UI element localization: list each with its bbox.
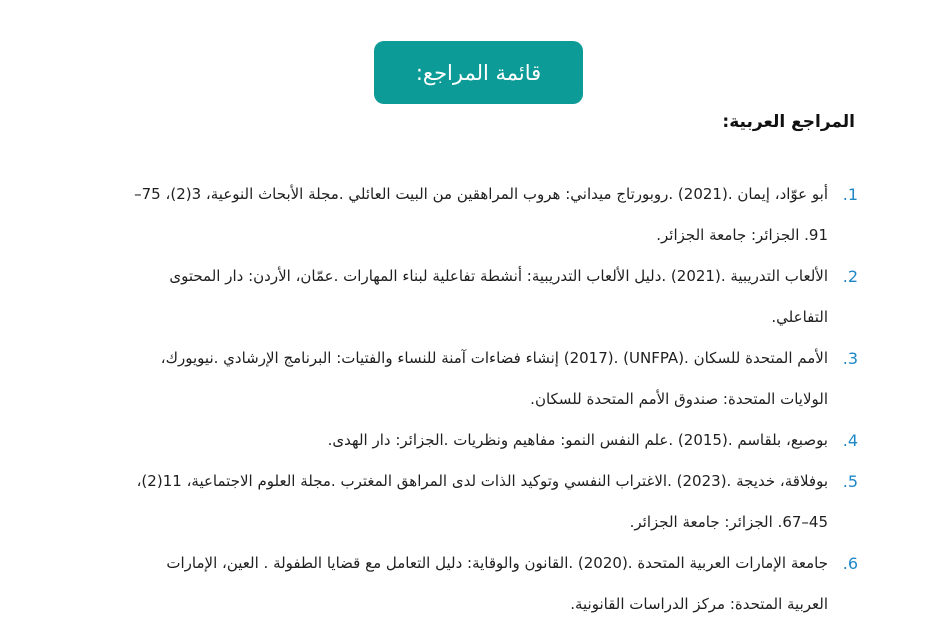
reference-item bbox=[123, 543, 858, 625]
reference-number: .2 bbox=[842, 267, 858, 286]
reference-number: .1 bbox=[842, 185, 858, 204]
reference-item bbox=[123, 174, 858, 256]
reference-text: بوفلاقة، خديجة .(2023) .الاغتراب النفسي وتوكيد الذات لدى المراهق المغترب .مجلة العلوم الاجتماعية، 11(2)، 45–67. الجزائر: جامعة الجزائر. bbox=[136, 472, 828, 531]
reference-text: أبو عوّاد، إيمان .(2021) .روبورتاج ميداني: هروب المراهقين من البيت العائلي .مجلة الأبحاث النوعية، 3(2)، 75–91. الجزائر: جامعة الجزائر. bbox=[134, 185, 828, 244]
reference-item bbox=[123, 461, 858, 543]
reference-number: .3 bbox=[842, 349, 858, 368]
reference-number: .6 bbox=[842, 554, 858, 573]
page-title: قائمة المراجع: bbox=[374, 41, 583, 104]
reference-item bbox=[123, 256, 858, 338]
reference-text: الأمم المتحدة للسكان .(UNFPA) .(2017) إنشاء فضاءات آمنة للنساء والفتيات: البرنامج الإرشادي .نيويورك، الولايات المتحدة: صندوق الأمم المتحدة للسكان. bbox=[160, 349, 828, 408]
reference-item bbox=[123, 420, 858, 461]
reference-text: بوصبع، بلقاسم .(2015) .علم النفس النمو: مفاهيم ونظريات .الجزائر: دار الهدى. bbox=[327, 431, 828, 449]
reference-text: الألعاب التدريبية .(2021) .دليل الألعاب التدريبية: أنشطة تفاعلية لبناء المهارات .عمّان، الأردن: دار المحتوى التفاعلي. bbox=[169, 267, 828, 326]
reference-text: جامعة الإمارات العربية المتحدة .(2020) .القانون والوقاية: دليل التعامل مع قضايا الطفولة . العين، الإمارات العربية المتحدة: مركز الدراسات القانونية. bbox=[166, 554, 828, 613]
reference-item bbox=[123, 338, 858, 420]
reference-list bbox=[123, 174, 858, 625]
reference-number: .5 bbox=[842, 472, 858, 491]
section-heading: المراجع العربية: bbox=[722, 112, 855, 132]
reference-number: .4 bbox=[842, 431, 858, 450]
